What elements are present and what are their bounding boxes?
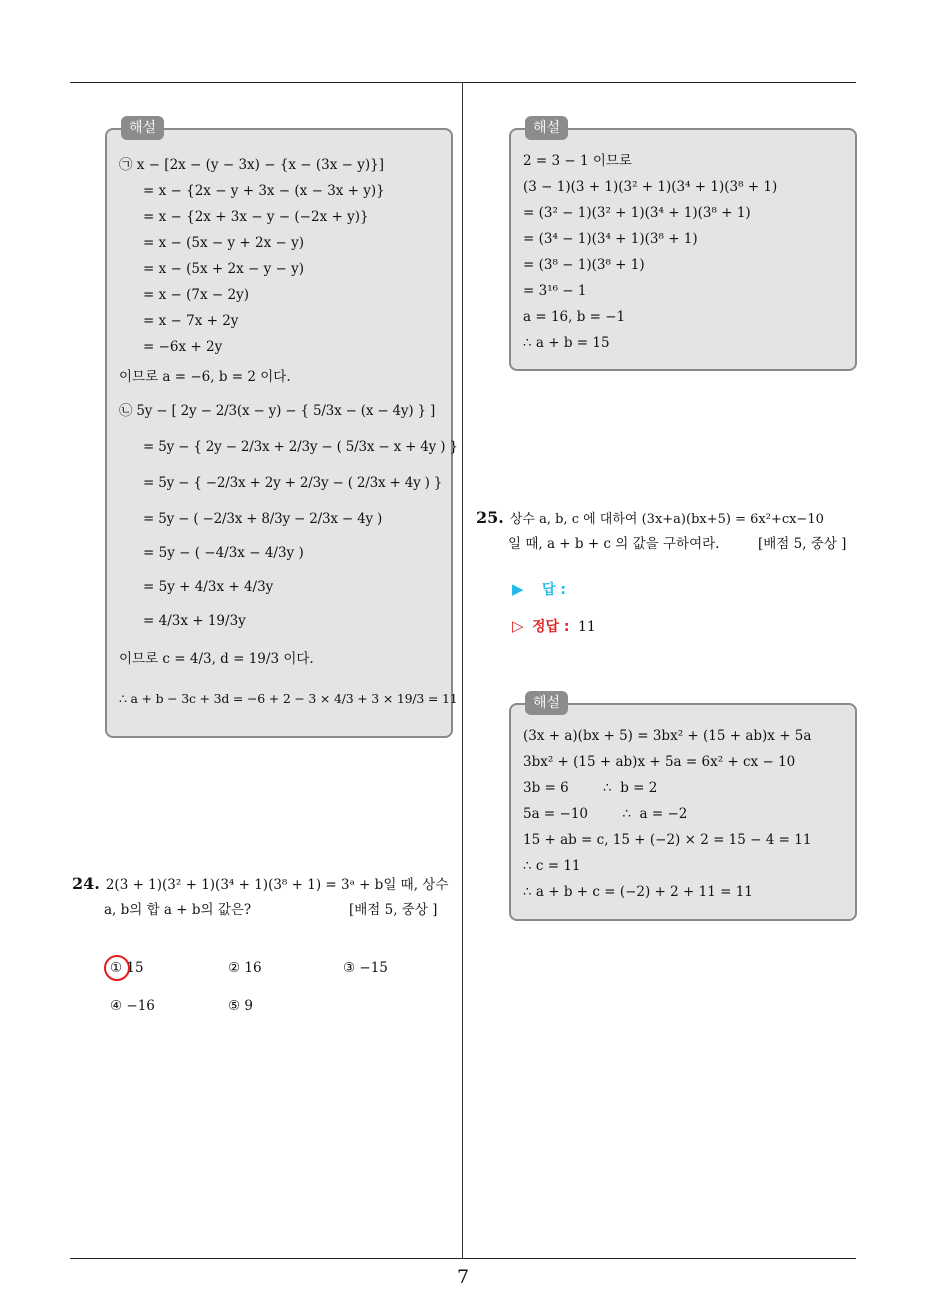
question-number: 24. [72, 874, 100, 893]
solution-line: 5a = −10 ∴ a = −2 [523, 806, 688, 822]
correct-label: 정답 : [532, 619, 570, 635]
solution-line: 2 = 3 − 1 이므로 [523, 153, 632, 169]
solution-line: ∴ c = 11 [523, 858, 581, 874]
solution-line: = 5y − ( −2/3x + 8/3y − 2/3x − 4y ) [143, 511, 383, 527]
solution-line: ㉡ 5y − [ 2y − 2/3(x − y) − { 5/3x − (x − 4y) } ] [119, 403, 436, 419]
solution-tag: 해설 [121, 116, 164, 140]
solution-line: 이므로 a = −6, b = 2 이다. [119, 369, 291, 385]
solution-line: = x − (5x − y + 2x − y) [143, 235, 304, 251]
solution-line: (3x + a)(bx + 5) = 3bx² + (15 + ab)x + 5a [523, 728, 812, 744]
solution-line: = x − (7x − 2y) [143, 287, 249, 303]
solution-line: = (3⁴ − 1)(3⁴ + 1)(3⁸ + 1) [523, 231, 698, 247]
solution-line: ㉠ x − [2x − (y − 3x) − {x − (3x − y)}] [119, 157, 385, 173]
solution-line: ∴ a + b − 3c + 3d = −6 + 2 − 3 × 4/3 + 3 × 19/3 = 11 [119, 691, 458, 706]
solution-line: 3bx² + (15 + ab)x + 5a = 6x² + cx − 10 [523, 754, 796, 770]
question-24-points: [배점 5, 중상 ] [349, 902, 438, 918]
solution-line: = (3⁸ − 1)(3⁸ + 1) [523, 257, 645, 273]
question-text-line1: 상수 a, b, c 에 대하여 (3x+a)(bx+5) = 6x²+cx−10 [509, 512, 824, 527]
solution-line: ∴ a + b = 15 [523, 335, 610, 351]
solution-line: 이므로 c = 4/3, d = 19/3 이다. [119, 651, 314, 667]
solution-line: = x − 7x + 2y [143, 313, 239, 329]
answer-row [512, 579, 566, 599]
solution-line: (3 − 1)(3 + 1)(3² + 1)(3⁴ + 1)(3⁸ + 1) [523, 179, 778, 195]
correct-value: 11 [577, 619, 596, 635]
solution-line: = (3² − 1)(3² + 1)(3⁴ + 1)(3⁸ + 1) [523, 205, 751, 221]
solution-line: = 5y − { −2/3x + 2y + 2/3y − ( 2/3x + 4y ) } [143, 475, 443, 491]
solution-line: = x − (5x + 2x − y − y) [143, 261, 304, 277]
top-rule [70, 82, 856, 83]
question-25-points: [배점 5, 중상 ] [758, 536, 847, 552]
solution-box-24 [509, 120, 857, 371]
solution-tag: 해설 [525, 691, 568, 715]
answer-label: 답 : [542, 582, 566, 598]
solution-line: = x − {2x + 3x − y − (−2x + y)} [143, 209, 369, 225]
question-text-line1: 2(3 + 1)(3² + 1)(3⁴ + 1)(3⁸ + 1) = 3ᵃ + b일 때, 상수 [105, 877, 449, 893]
option-4[interactable]: ④ −16 [110, 998, 155, 1014]
solution-box-23 [105, 120, 458, 738]
solution-line: 15 + ab = c, 15 + (−2) × 2 = 15 − 4 = 11 [523, 832, 812, 848]
solution-line: = 5y − { 2y − 2/3x + 2/3y − ( 5/3x − x + 4y ) } [143, 439, 458, 455]
option-3[interactable]: ③ −15 [343, 960, 388, 976]
correct-marker-icon: ▷ [512, 617, 524, 635]
solution-line: = −6x + 2y [143, 339, 223, 355]
page-number: 7 [456, 1266, 470, 1288]
option-2[interactable]: ② 16 [228, 960, 262, 976]
solution-line: 3b = 6 ∴ b = 2 [523, 780, 658, 796]
column-divider [462, 82, 463, 1258]
solution-line: = 4/3x + 19/3y [143, 613, 246, 629]
question-24 [72, 872, 448, 897]
question-25-line2: 일 때, a + b + c 의 값을 구하여라. [508, 536, 720, 552]
question-number: 25. [476, 508, 504, 527]
question-25 [476, 506, 824, 532]
solution-box-25 [509, 695, 857, 921]
bottom-rule [70, 1258, 856, 1259]
solution-line: ∴ a + b + c = (−2) + 2 + 11 = 11 [523, 884, 753, 900]
solution-line: = x − {2x − y + 3x − (x − 3x + y)} [143, 183, 385, 199]
solution-line: a = 16, b = −1 [523, 309, 626, 325]
solution-tag: 해설 [525, 116, 568, 140]
solution-line: = 5y − ( −4/3x − 4/3y ) [143, 545, 304, 561]
correct-answer-row [512, 616, 596, 636]
question-24-line2: a, b의 합 a + b의 값은? [104, 902, 252, 918]
solution-line: = 3¹⁶ − 1 [523, 283, 587, 299]
option-1[interactable]: ① 15 [110, 960, 144, 976]
option-5[interactable]: ⑤ 9 [228, 998, 253, 1014]
solution-line: = 5y + 4/3x + 4/3y [143, 579, 274, 595]
answer-marker-icon: ▶ [512, 580, 524, 598]
